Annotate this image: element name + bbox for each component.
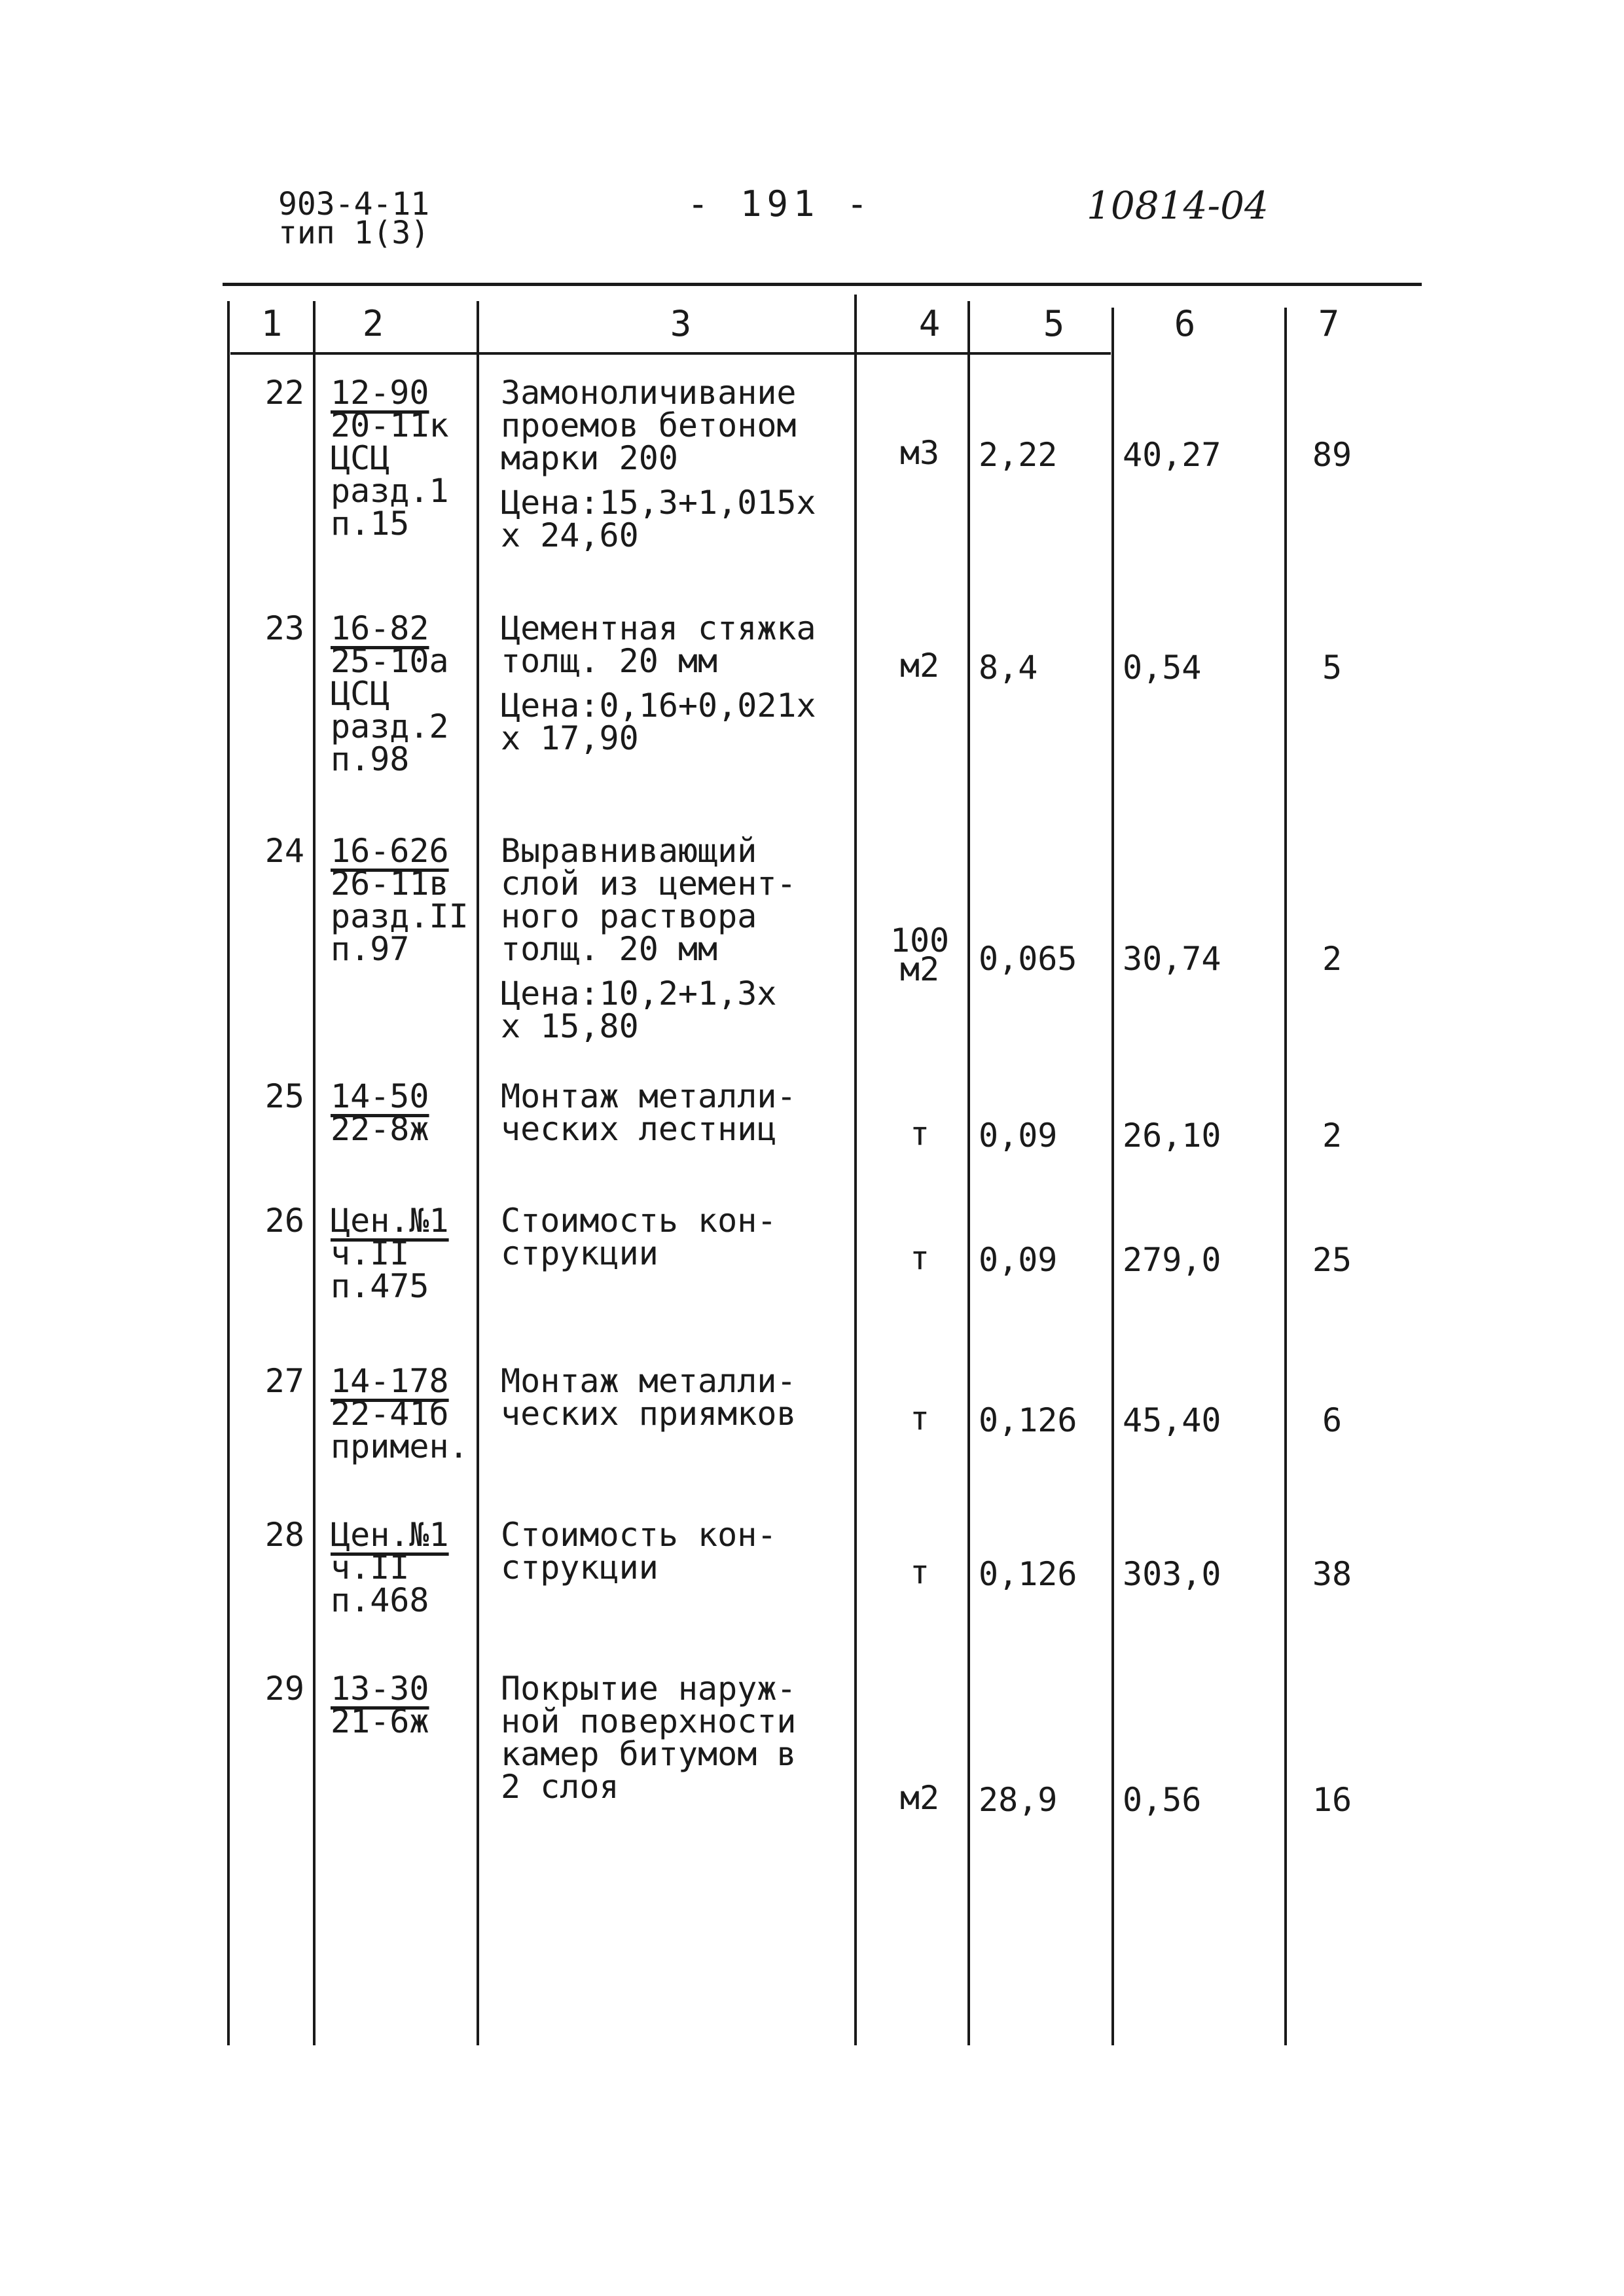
description-line: Замоноличивание xyxy=(501,374,797,412)
norm-code-line: Цен.№1 xyxy=(331,1516,449,1554)
work-description xyxy=(501,376,816,552)
norm-code xyxy=(331,1518,449,1617)
description-line: марки 200 xyxy=(501,439,678,477)
unit: 100 м2 xyxy=(890,922,950,988)
description-line: ного раствора xyxy=(501,897,757,935)
norm-code-line: примен. xyxy=(331,1427,469,1465)
description-line: слой из цемент- xyxy=(501,865,797,903)
unit: т xyxy=(909,1399,930,1437)
price-formula-line: х 15,80 xyxy=(501,1007,639,1045)
quantity: 0,09 xyxy=(979,1241,1058,1279)
quantity: 8,4 xyxy=(979,649,1038,687)
norm-code-line: п.97 xyxy=(331,930,410,968)
description-line: камер битумом в xyxy=(501,1735,797,1773)
description-line: струкции xyxy=(501,1234,659,1272)
price-formula xyxy=(501,977,797,1043)
column-header-1: 1 xyxy=(261,303,283,344)
unit: м2 xyxy=(899,1779,940,1817)
unit-cost: 30,74 xyxy=(1123,940,1221,978)
quantity: 28,9 xyxy=(979,1781,1058,1819)
document-code-line2: тип 1(3) xyxy=(278,215,430,251)
description-line: Покрытие наруж- xyxy=(501,1670,797,1708)
unit: т xyxy=(909,1239,930,1277)
column-divider-7 xyxy=(1284,308,1287,2045)
row-number: 29 xyxy=(264,1670,304,1708)
price-formula-line: х 17,90 xyxy=(501,719,639,757)
description-line: ческих приямков xyxy=(501,1395,797,1433)
column-header-3: 3 xyxy=(670,303,692,344)
norm-code-line: ч.II xyxy=(331,1234,410,1272)
work-description xyxy=(501,1516,777,1587)
norm-code-line: 14-178 xyxy=(331,1362,449,1400)
unit-cost: 303,0 xyxy=(1123,1555,1221,1593)
description-line: струкции xyxy=(501,1549,659,1587)
norm-code-line: п.468 xyxy=(331,1581,429,1619)
description-line: толщ. 20 мм xyxy=(501,930,718,968)
work-description xyxy=(501,834,797,1043)
unit-cost: 279,0 xyxy=(1123,1241,1221,1279)
work-description xyxy=(501,1670,797,1806)
norm-code-line: разд.1 xyxy=(331,472,449,510)
unit-cost: 0,56 xyxy=(1123,1781,1202,1819)
norm-code-line: 21-6ж xyxy=(331,1702,429,1740)
column-header-4: 4 xyxy=(918,303,941,344)
norm-code xyxy=(331,1672,429,1738)
column-divider-6 xyxy=(1111,308,1114,2045)
description-line: Цементная стяжка xyxy=(501,609,816,647)
norm-code-line: п.98 xyxy=(331,740,410,778)
norm-code-line: 14-50 xyxy=(331,1077,429,1115)
row-number: 22 xyxy=(264,374,304,412)
quantity: 2,22 xyxy=(979,436,1058,474)
norm-code-line: разд.2 xyxy=(331,708,449,745)
description-line: ческих лестниц xyxy=(501,1110,777,1148)
description-line: толщ. 20 мм xyxy=(501,642,718,680)
total-cost: 5 xyxy=(1322,649,1343,687)
header-bottom-rule xyxy=(230,352,1111,355)
norm-code-line: 13-30 xyxy=(331,1670,429,1708)
total-cost: 2 xyxy=(1322,940,1343,978)
document-code-line1: 903-4-11 xyxy=(278,186,430,223)
column-header-5: 5 xyxy=(1043,303,1065,344)
unit: м3 xyxy=(899,434,940,472)
price-formula-line: Цена:15,3+1,015х xyxy=(501,484,816,522)
description-line: Стоимость кон- xyxy=(501,1516,777,1554)
description-line: Стоимость кон- xyxy=(501,1202,777,1240)
column-divider-3 xyxy=(477,301,479,2045)
norm-code-line: 26-11в xyxy=(331,865,449,903)
work-description xyxy=(501,609,816,757)
norm-code-line: разд.II xyxy=(331,897,469,935)
document-code xyxy=(278,186,430,251)
unit-cost: 0,54 xyxy=(1123,649,1202,687)
work-description xyxy=(501,1362,797,1433)
quantity: 0,09 xyxy=(979,1117,1058,1155)
price-formula-line: Цена:0,16+0,021х xyxy=(501,687,816,725)
row-number: 25 xyxy=(264,1077,304,1115)
unit: т xyxy=(909,1553,930,1591)
work-description xyxy=(501,1077,797,1148)
norm-code-line: п.475 xyxy=(331,1267,429,1305)
column-header-2: 2 xyxy=(362,303,384,344)
price-formula xyxy=(501,689,816,755)
page-number: - 191 - xyxy=(687,183,873,224)
unit-cost: 45,40 xyxy=(1123,1401,1221,1439)
price-formula-line: х 24,60 xyxy=(501,516,639,554)
column-header-6: 6 xyxy=(1174,303,1196,344)
total-cost: 2 xyxy=(1322,1117,1343,1155)
quantity: 0,126 xyxy=(979,1555,1077,1593)
quantity: 0,126 xyxy=(979,1401,1077,1439)
norm-code-line: ч.II xyxy=(331,1549,410,1587)
unit-cost: 40,27 xyxy=(1123,436,1221,474)
norm-code xyxy=(331,1077,429,1148)
top-rule xyxy=(223,283,1422,286)
norm-code-line: ЦСЦ xyxy=(331,439,390,477)
description-line: ной поверхности xyxy=(501,1702,797,1740)
total-cost: 16 xyxy=(1312,1781,1352,1819)
description-line: проемов бетоном xyxy=(501,406,797,444)
row-number: 24 xyxy=(264,832,304,870)
norm-code-line: 22-8ж xyxy=(331,1110,429,1148)
description-line: Монтаж металли- xyxy=(501,1362,797,1400)
description-line: 2 слоя xyxy=(501,1768,619,1806)
norm-code xyxy=(331,1202,449,1305)
work-description xyxy=(501,1204,776,1270)
handwritten-sheet-number: 10814-04 xyxy=(1087,183,1269,228)
total-cost: 25 xyxy=(1312,1241,1352,1279)
row-number: 28 xyxy=(264,1516,304,1554)
norm-code-line: 16-626 xyxy=(331,832,449,870)
row-number: 27 xyxy=(264,1362,304,1400)
norm-code xyxy=(331,609,449,778)
description-line: Выравнивающий xyxy=(501,832,757,870)
norm-code-line: ЦСЦ xyxy=(331,675,390,713)
total-cost: 38 xyxy=(1312,1555,1352,1593)
description-line: Монтаж металли- xyxy=(501,1077,797,1115)
norm-code xyxy=(331,832,469,968)
unit-cost: 26,10 xyxy=(1123,1117,1221,1155)
norm-code-line: Цен.№1 xyxy=(331,1202,449,1240)
total-cost: 6 xyxy=(1322,1401,1343,1439)
norm-code xyxy=(331,1362,469,1465)
total-cost: 89 xyxy=(1312,436,1352,474)
norm-code-line: 20-11к xyxy=(331,406,449,444)
column-header-7: 7 xyxy=(1318,303,1340,344)
unit: т xyxy=(909,1115,930,1153)
norm-code-line: 16-82 xyxy=(331,609,429,647)
price-formula-line: Цена:10,2+1,3х xyxy=(501,975,777,1013)
norm-code-line: 25-10а xyxy=(331,642,449,680)
column-divider-2 xyxy=(313,301,316,2045)
norm-code-line: 22-41б xyxy=(331,1395,449,1433)
row-number: 26 xyxy=(264,1202,304,1240)
norm-code-line: 12-90 xyxy=(331,374,429,412)
column-divider-1 xyxy=(227,301,230,2045)
quantity: 0,065 xyxy=(979,940,1077,978)
unit: м2 xyxy=(899,647,940,685)
norm-code-line: п.15 xyxy=(331,505,410,543)
column-divider-4 xyxy=(854,295,857,2045)
row-number: 23 xyxy=(264,609,304,647)
price-formula xyxy=(501,486,816,552)
norm-code xyxy=(331,374,449,543)
